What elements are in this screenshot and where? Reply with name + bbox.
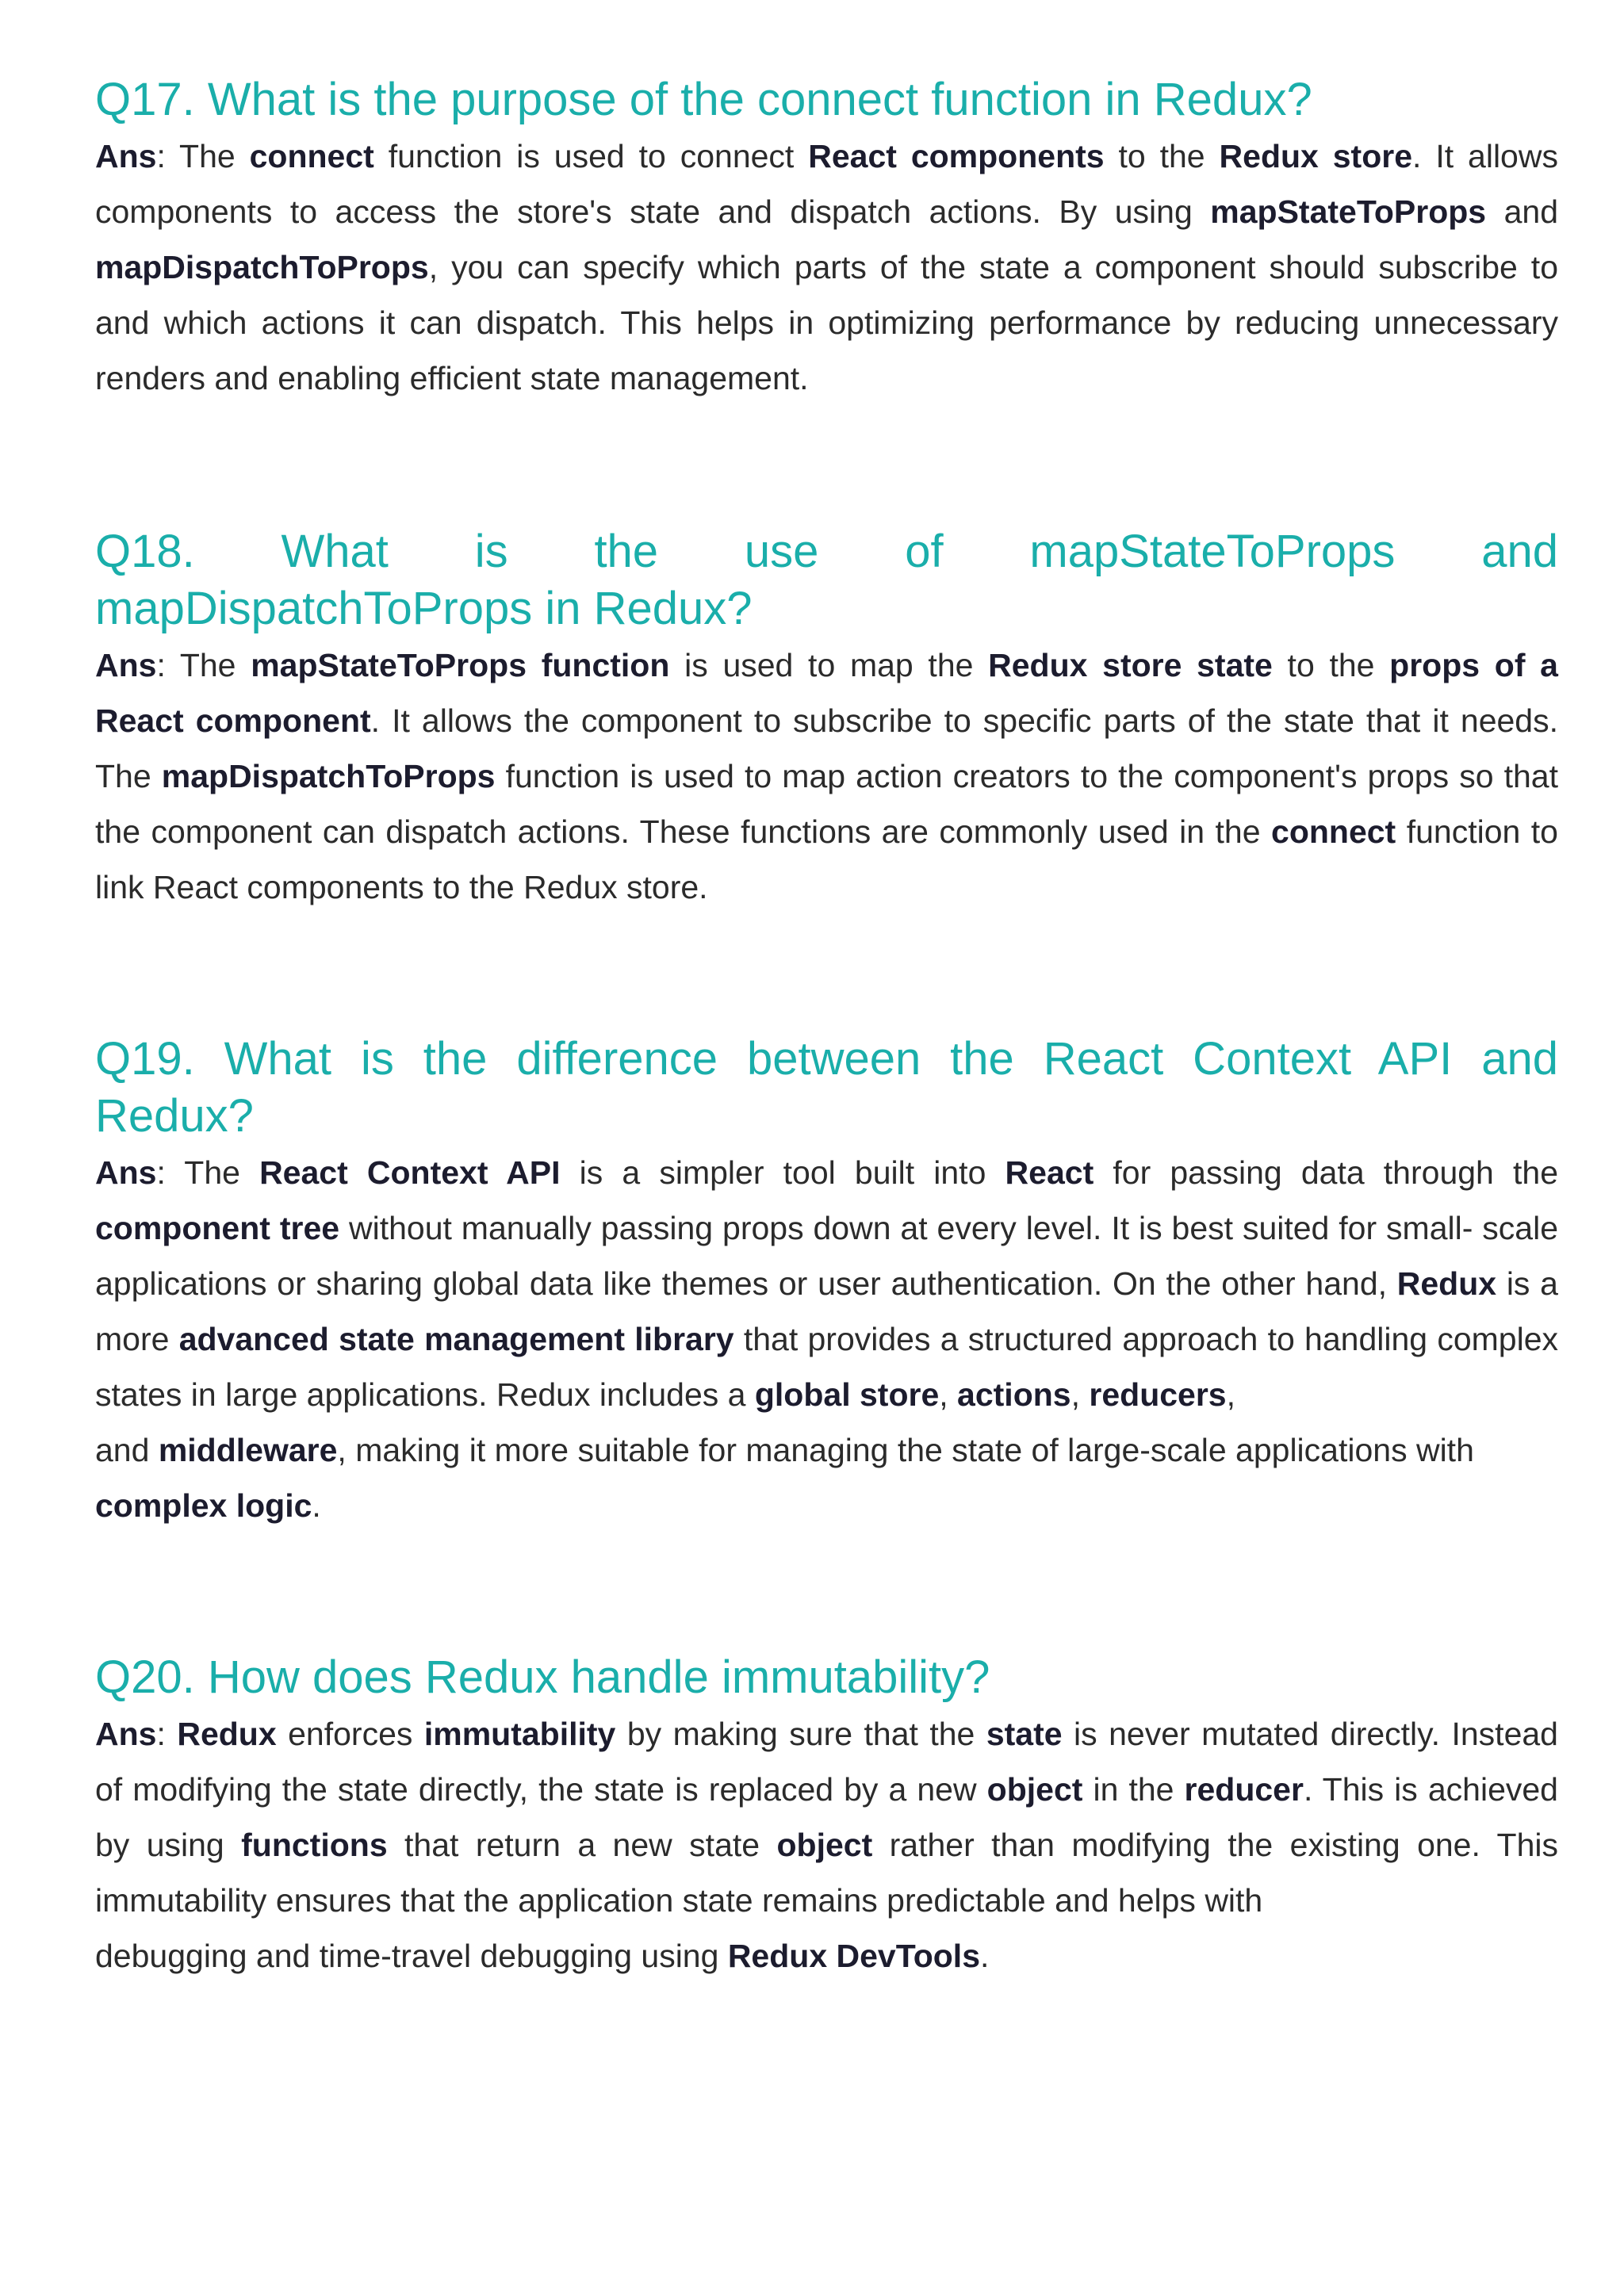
bold-term: React Context API [259, 1154, 561, 1191]
text-run: : [156, 1716, 178, 1752]
bold-term: Ans [95, 647, 157, 683]
text-run: : The [156, 647, 251, 683]
bold-term: Redux store [1219, 138, 1413, 174]
bold-term: advanced state management library [178, 1321, 734, 1357]
text-run: in the [1082, 1771, 1185, 1808]
question-17-answer [95, 128, 1558, 406]
bold-term: object [986, 1771, 1083, 1808]
bold-term: mapStateToProps function [251, 647, 670, 683]
question-20-title: Q20. How does Redux handle immutability? [95, 1651, 990, 1703]
bold-term: Redux DevTools [727, 1938, 981, 1974]
question-20-answer [95, 1706, 1558, 1928]
text-run: . [312, 1487, 321, 1524]
bold-term: object [776, 1827, 873, 1863]
text-run: function is used to connect [373, 138, 809, 174]
bold-term: Redux [1396, 1265, 1497, 1302]
question-20 [95, 1649, 1558, 1984]
text-run: , [939, 1376, 958, 1413]
bold-term: reducer [1184, 1771, 1304, 1808]
bold-term: immutability [423, 1716, 616, 1752]
bold-term: state [986, 1716, 1063, 1752]
text-run: is a more [95, 1265, 1558, 1357]
bold-term: connect [1271, 813, 1396, 850]
question-18-title-line-2: mapDispatchToProps in Redux? [95, 583, 753, 634]
text-run: . It allows the component to subscribe to specific parts of the state that it needs. The [95, 702, 1559, 794]
bold-term: React components [808, 138, 1105, 174]
question-19-title-line-2: Redux? [95, 1090, 254, 1142]
bold-term: Ans [95, 1716, 157, 1752]
bold-term: React [1005, 1154, 1094, 1191]
bold-term: props of a React component [95, 647, 1558, 739]
text-run: by making sure that the [615, 1716, 986, 1752]
text-run: to the [1272, 647, 1390, 683]
bold-term: mapDispatchToProps [95, 249, 429, 285]
text-run: is never mutated directly. Instead of modifying the state directly, the state is replaced by a new [95, 1716, 1558, 1808]
question-18-title [95, 523, 1558, 637]
question-18 [95, 523, 1558, 915]
question-18-title-line-1: Q18. What is the use of mapStateToProps and [95, 526, 1558, 577]
text-run: , making it more suitable for managing the state of large-scale applications with [337, 1432, 1474, 1468]
text-run: and [95, 1432, 159, 1468]
bold-term: mapStateToProps [1210, 193, 1487, 230]
bold-term: reducers [1089, 1376, 1227, 1413]
text-run: to the [1104, 138, 1220, 174]
bold-term: Redux store state [988, 647, 1273, 683]
text-run: , you can specify which parts of the state a component should subscribe to and which actions it can dispatch. This helps in optimizing performance by reducing unnecessary renders and enabling efficient state management. [95, 249, 1558, 396]
question-19-title [95, 1031, 1558, 1145]
text-run: and [1486, 193, 1558, 230]
question-19 [95, 1031, 1558, 1533]
text-run: . It allows components to access the store's state and dispatch actions. By using [95, 138, 1558, 230]
text-run: is used to map the [669, 647, 989, 683]
bold-term: connect [249, 138, 374, 174]
bold-term: mapDispatchToProps [161, 758, 496, 794]
question-19-title-line-1: Q19. What is the difference between the React Context API and [95, 1033, 1558, 1085]
text-run: debugging and time-travel debugging using [95, 1938, 728, 1974]
text-run: that return a new state [387, 1827, 777, 1863]
text-run: that provides a structured approach to handling complex states in large applications. Redux includes a [95, 1321, 1559, 1413]
text-run: , [1071, 1376, 1090, 1413]
text-run: : The [156, 138, 250, 174]
bold-term: middleware [158, 1432, 338, 1468]
bold-term: component tree [95, 1210, 340, 1246]
bold-term: Ans [95, 1154, 157, 1191]
bold-term: Ans [95, 138, 157, 174]
bold-term: global store [754, 1376, 940, 1413]
text-run: enforces [276, 1716, 424, 1752]
question-18-answer [95, 637, 1558, 915]
text-run: without manually passing props down at every level. It is best suited for small- scale applications or sharing global data like themes or user authentication. On the other hand, [95, 1210, 1558, 1302]
text-run: : The [156, 1154, 260, 1191]
bold-term: complex logic [95, 1487, 312, 1524]
text-run: is a simpler tool built into [560, 1154, 1005, 1191]
bold-term: functions [241, 1827, 388, 1863]
bold-term: actions [957, 1376, 1071, 1413]
question-17 [95, 71, 1558, 406]
text-run: function to link React components to the Redux store. [95, 813, 1558, 905]
question-20-answer-continued [95, 1928, 1558, 1984]
question-19-answer-continued [95, 1422, 1558, 1533]
text-run: function is used to map action creators to the component's props so that the component can dispatch actions. These functions are commonly used in the [95, 758, 1558, 850]
text-run: rather than modifying the existing one. This immutability ensures that the application state remains predictable and helps with [95, 1827, 1558, 1919]
question-17-title: Q17. What is the purpose of the connect function in Redux? [95, 74, 1312, 125]
text-run: , [1226, 1376, 1236, 1413]
text-run: . [980, 1938, 990, 1974]
question-19-answer [95, 1145, 1558, 1422]
text-run: . This is achieved by using [95, 1771, 1558, 1863]
text-run: for passing data through the [1094, 1154, 1558, 1191]
bold-term: Redux [177, 1716, 277, 1752]
